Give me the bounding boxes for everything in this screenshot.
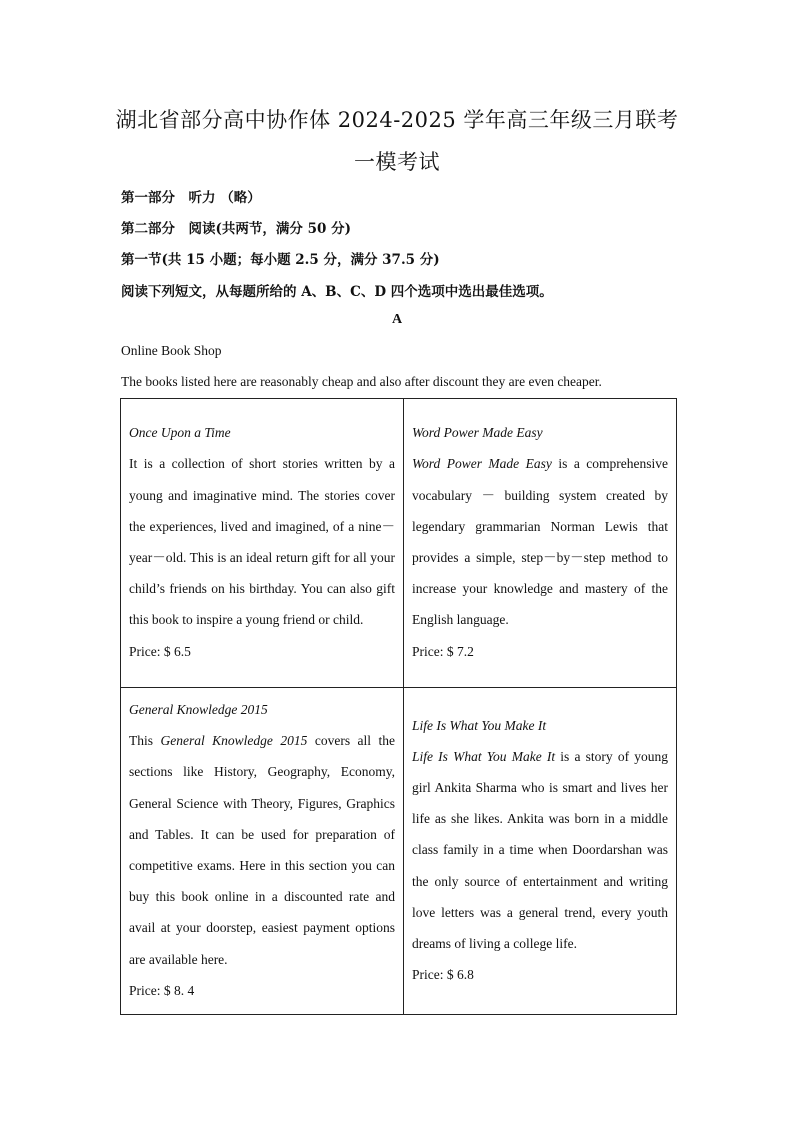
shop-name: Online Book Shop — [121, 343, 222, 358]
part2-heading: 第二部分 阅读(共两节，满分 50 分) — [121, 221, 351, 237]
book-title: Once Upon a Time — [129, 425, 231, 441]
part1-heading: 第一部分 听力 （略） — [121, 190, 261, 206]
book-price: Price: $ 6.8 — [412, 967, 474, 983]
book-price: Price: $ 6.5 — [129, 643, 191, 659]
intro-text: The books listed here are reasonably cheap and also after discount they are even cheaper. — [121, 374, 602, 389]
book-price: Price: $ 7.2 — [412, 643, 474, 659]
section1-heading: 第一节(共 15 小题；每小题 2.5 分，满分 37.5 分) — [121, 252, 440, 268]
book-description: It is a collection of short stories written by a young and imaginative mind. The stories cover the experiences, lived and imagined, of a nine－year－old. This is an ideal return gift for all your child’s friends on his birthday. You can also gift this book to inspire a young friend or child. — [129, 456, 395, 628]
book-title-inline: General Knowledge 2015 — [160, 733, 308, 749]
book-price: Price: $ 8. 4 — [129, 982, 195, 998]
book-cell — [121, 399, 404, 688]
exam-title: 湖北省部分高中协作体 2024-2025 学年高三年级三月联考 — [115, 108, 679, 132]
book-description — [412, 456, 668, 627]
book-description — [412, 749, 668, 951]
book-table — [120, 398, 677, 1015]
book-description-prefix: This — [129, 733, 161, 749]
book-description-text: covers all the sections like History, Geography, Economy, General Science with Theory, Figures, Graphics and Tables. It can be used for preparation of competitive exams. Here in this section you can buy this book online in a discounted rate and avail at your doorstep, easiest payment options are available here. — [129, 733, 395, 967]
book-description — [129, 733, 395, 966]
book-title: Word Power Made Easy — [412, 425, 543, 441]
table-row — [121, 399, 677, 688]
book-description-text: is a comprehensive vocabulary － building system created by legendary grammarian Norman Lewis that provides a simple, step－by－step method to increase your knowledge and mastery of the English language. — [412, 456, 668, 628]
instruction-text: 阅读下列短文，从每题所给的 A、B、C、D 四个选项中选出最佳选项。 — [121, 284, 553, 300]
book-title: General Knowledge 2015 — [129, 702, 268, 717]
book-cell — [404, 688, 677, 1015]
book-title-inline: Life Is What You Make It — [412, 748, 556, 764]
passage-label: A — [391, 312, 403, 327]
book-cell — [404, 399, 677, 688]
book-title-inline: Word Power Made Easy — [412, 456, 552, 472]
book-cell — [121, 688, 404, 1015]
book-title: Life Is What You Make It — [412, 717, 547, 733]
table-row — [121, 688, 677, 1015]
book-description-text: is a story of young girl Ankita Sharma who is smart and lives her life as she likes. Ankita was born in a middle class family in a time when Doordarshan was the only source of entertainment and writing love letters was a general trend, every youth dreams of living a college life. — [412, 748, 668, 952]
exam-subtitle: 一模考试 — [354, 150, 440, 174]
